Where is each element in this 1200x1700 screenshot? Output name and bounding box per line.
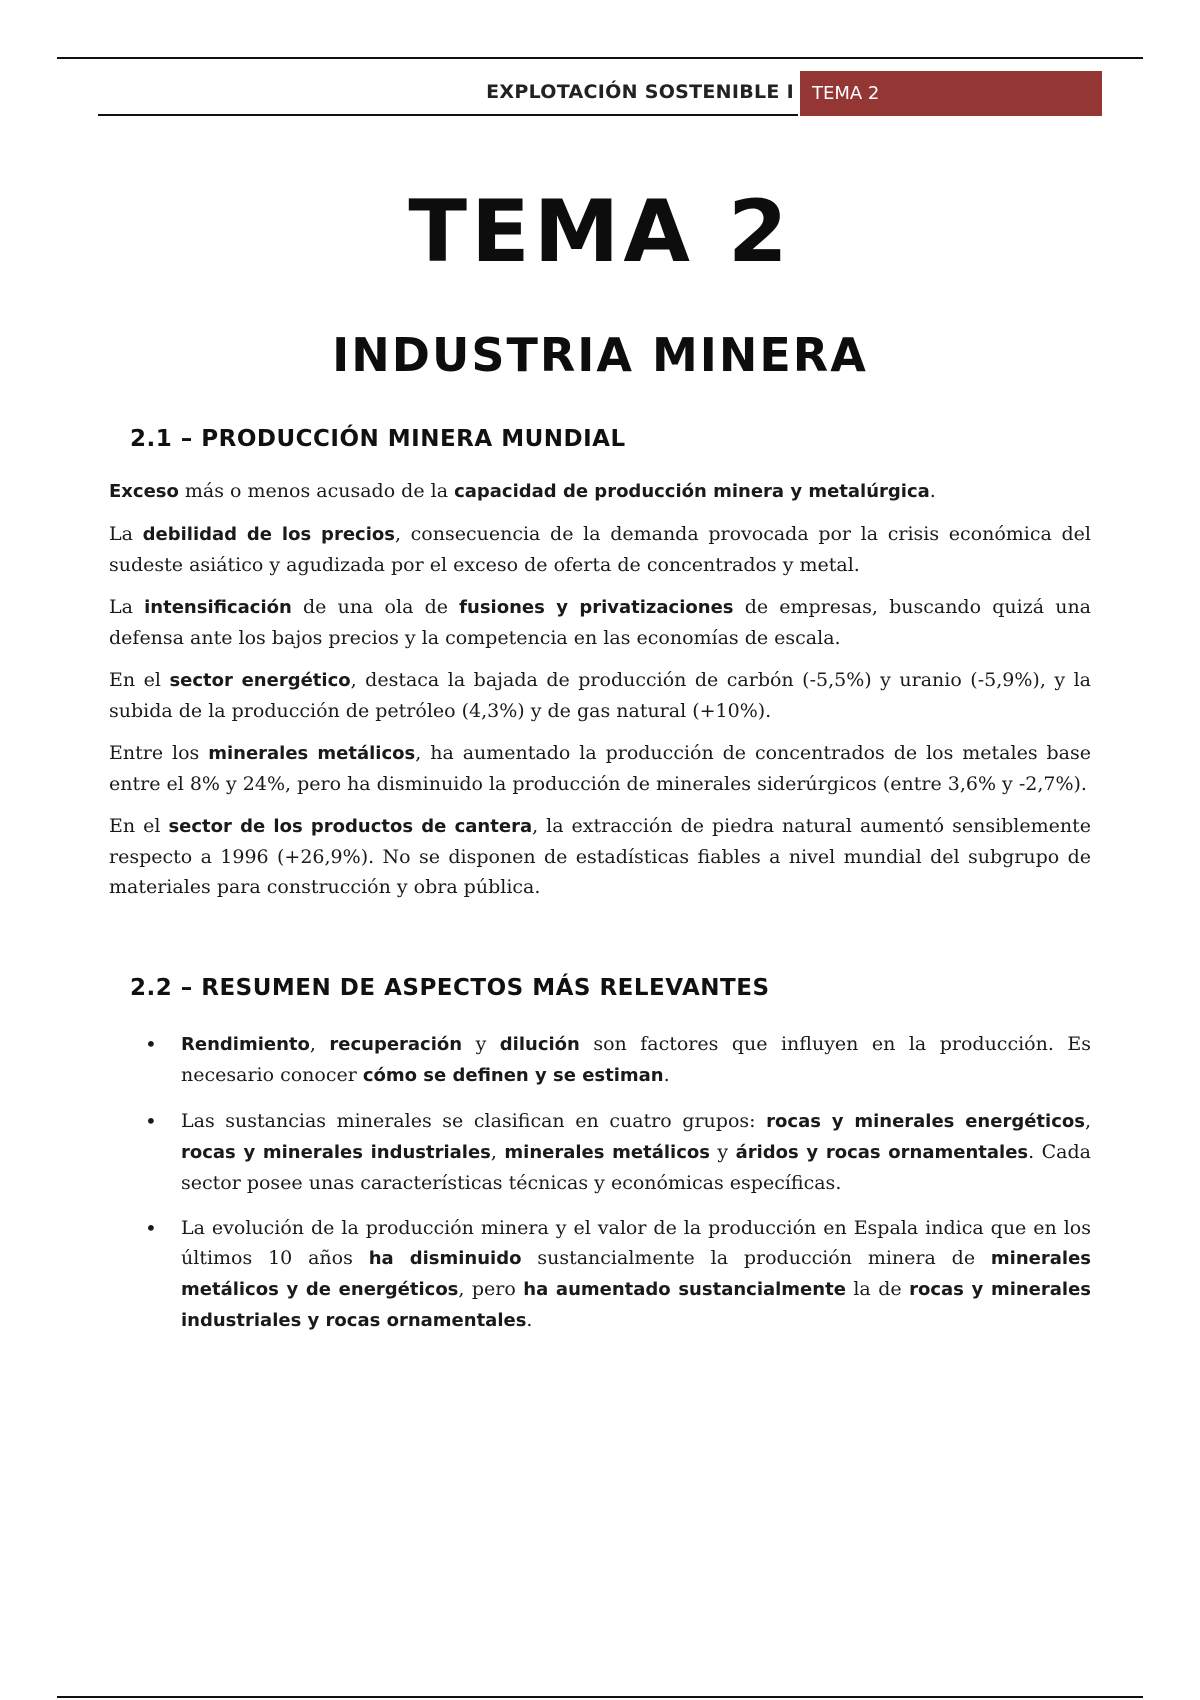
- paragraph: En el sector energético, destaca la bajada de producción de carbón (-5,5%) y uranio (-5,9%), y la subida de la producción de petróleo (4,3%) y de gas natural (+10%).: [109, 669, 1092, 722]
- header-topic-badge: TEMA 2: [800, 71, 1102, 116]
- paragraph: En el sector de los productos de cantera, la extracción de piedra natural aumentó sensiblemente respecto a 1996 (+26,9%). No se disponen de estadísticas fiables a nivel mundial del subgrupo de materiales para construcción y obra pública.: [109, 815, 1092, 898]
- paragraph: La intensificación de una ola de fusiones y privatizaciones de empresas, buscando quizá una defensa ante los bajos precios y la competencia en las economías de escala.: [109, 596, 1092, 649]
- list-item: • La evolución de la producción minera y el valor de la producción en Espala indica que en los últimos 10 años ha disminuido sustancialmente la producción minera de minerales metálicos y de energéticos, pero ha aumentado sustancialmente la de rocas y minerales industriales y rocas ornamentales.: [145, 1213, 1091, 1336]
- bottom-rule: [57, 1696, 1143, 1698]
- section-heading-1: 2.1 – PRODUCCIÓN MINERA MUNDIAL: [130, 426, 626, 452]
- paragraph: Exceso más o menos acusado de la capacidad de producción minera y metalúrgica.: [109, 480, 936, 502]
- bullet-icon: •: [145, 1032, 157, 1056]
- header-course-title: EXPLOTACIÓN SOSTENIBLE I: [486, 81, 794, 103]
- page-title: TEMA 2: [408, 182, 792, 282]
- bullet-icon: •: [145, 1109, 157, 1133]
- section-1-body: [109, 476, 1091, 914]
- list-item: • Las sustancias minerales se clasifican en cuatro grupos: rocas y minerales energéticos, rocas y minerales industriales, minerales metálicos y áridos y rocas ornamentales. Cada sector posee unas características técnicas y económicas específicas.: [145, 1106, 1091, 1198]
- section-heading-2: 2.2 – RESUMEN DE ASPECTOS MÁS RELEVANTES: [130, 975, 770, 1001]
- header-underline: [98, 114, 798, 116]
- top-rule: [57, 57, 1143, 59]
- bullet-list: [145, 1029, 1091, 1351]
- list-item: • Rendimiento, recuperación y dilución son factores que influyen en la producción. Es necesario conocer cómo se definen y se estiman.: [145, 1029, 1091, 1091]
- paragraph: Entre los minerales metálicos, ha aumentado la producción de concentrados de los metales base entre el 8% y 24%, pero ha disminuido la producción de minerales siderúrgicos (entre 3,6% y -2,7%).: [109, 742, 1091, 795]
- running-header: [98, 71, 1104, 115]
- paragraph: La debilidad de los precios, consecuencia de la demanda provocada por la crisis económica del sudeste asiático y agudizada por el exceso de oferta de concentrados y metal.: [109, 523, 1092, 576]
- page-subtitle: INDUSTRIA MINERA: [332, 328, 868, 382]
- bullet-icon: •: [145, 1216, 157, 1240]
